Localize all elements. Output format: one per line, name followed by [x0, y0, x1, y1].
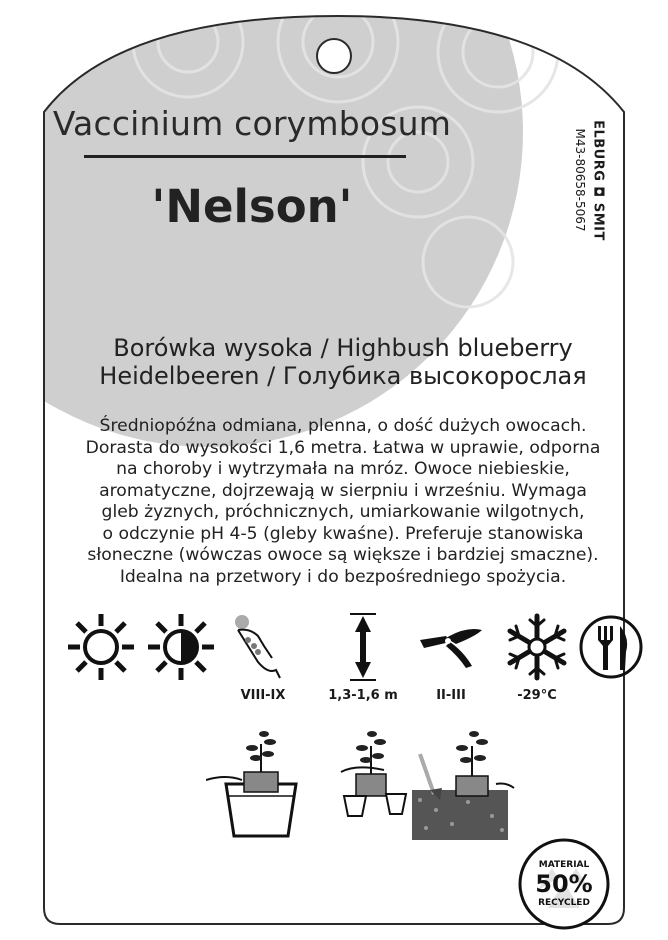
care-icons-row	[66, 612, 626, 712]
common-names	[78, 334, 608, 390]
pruning-shears-icon	[416, 612, 486, 682]
frost-snowflake-icon	[502, 612, 572, 682]
description-line: aromatyczne, dojrzewają w sierpniu i wrześniu. Wymaga	[99, 480, 587, 501]
description-line: na choroby i wytrzymała na mróz. Owoce niebieskie,	[116, 459, 570, 479]
plant-in-soil-icon	[412, 731, 514, 840]
brand-block	[568, 107, 628, 267]
product-code: M43-80658-5067	[573, 128, 587, 232]
recycle-top-text: MATERIAL	[538, 860, 590, 870]
description-line: Dorasta do wysokości 1,6 metra. Łatwa w uprawie, odporna	[85, 437, 601, 458]
cultivar-name: 'Nelson'	[151, 180, 353, 233]
description-line: o odczynie pH 4-5 (gleby kwaśne). Preferuje stanowiska	[102, 523, 584, 544]
edible-cutlery-icon	[576, 612, 646, 682]
recycle-bottom-text: RECYCLED	[538, 898, 590, 908]
description-line: Idealna na przetwory i do bezpośredniego spożycia.	[119, 566, 567, 587]
title-divider	[84, 155, 406, 158]
pruning-caption: II-III	[436, 688, 466, 703]
harvest-caption: VIII-IX	[240, 688, 286, 703]
harvest-hand-icon	[228, 612, 298, 682]
description-line: słoneczne (wówczas owoce są większe i bardziej smaczne).	[87, 545, 599, 565]
remove-pot-icon	[341, 731, 406, 816]
description-line: gleb żyznych, próchnicznych, umiarkowanie wilgotnych,	[101, 502, 585, 522]
description	[50, 416, 636, 588]
brand-name: ELBURG ◘ SMIT	[590, 120, 606, 241]
description-line: Średniopóźna odmiana, plenna, o dość dużych owocach.	[99, 416, 587, 436]
planting-instructions	[206, 724, 516, 844]
common-name-line: Heidelbeeren / Голубика высокорослая	[99, 362, 587, 390]
frost-caption: -29°C	[517, 688, 557, 703]
full-sun-icon	[66, 612, 136, 682]
plant-label	[38, 12, 630, 928]
hang-hole	[317, 39, 351, 73]
soak-pot-icon	[206, 731, 296, 836]
height-arrow-icon	[328, 612, 398, 682]
common-name-line: Borówka wysoka / Highbush blueberry	[113, 334, 573, 362]
recycle-percent: 50%	[535, 870, 593, 898]
height-caption: 1,3-1,6 m	[328, 688, 398, 703]
partial-shade-icon	[146, 612, 216, 682]
recycle-badge	[518, 838, 610, 930]
latin-name: Vaccinium corymbosum	[52, 104, 452, 143]
